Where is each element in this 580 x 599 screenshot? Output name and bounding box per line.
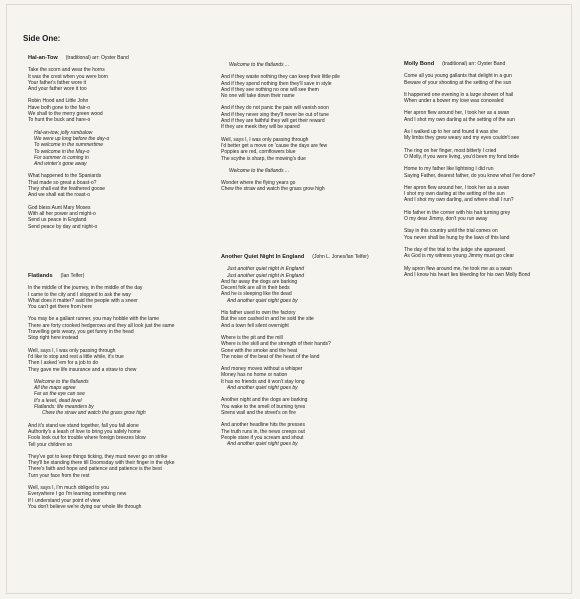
column-left [28, 55, 206, 236]
lyric-line: I shot my own darling at the setting of the sun [404, 191, 505, 198]
lyric-line: And he is sleeping like the dead [221, 291, 292, 298]
lyric-line: Stop right here instead [28, 335, 79, 342]
song-credit: (John L. Jones/Ian Telfer) [312, 254, 369, 260]
lyric-line: Poppies are red, cornflowers blue [221, 149, 296, 156]
lyric-line: No one will take down their name [221, 93, 295, 100]
lyric-line: They'll be standing there till Doomsday with their finger in the dyke [28, 460, 175, 467]
lyric-line: Fools look out for trouble where foreign breezes blow [28, 435, 146, 442]
lyric-line: Just another quiet night in England [227, 272, 304, 279]
lyric-line: And a town fell silent overnight [221, 322, 289, 329]
lyric-line: His father used to own the factory [221, 310, 296, 317]
lyric-line: What happened to the Spaniards [28, 173, 102, 180]
lyric-line: Flatlands: life meanders by [34, 404, 94, 411]
lyric-line: My apron flew around me, he took me as a swan [404, 265, 512, 272]
lyric-line: My limbs they grew weary and my eyes couldn't see [404, 135, 520, 142]
lyric-line: Another night and the dogs are barking [221, 397, 308, 404]
song-title-hal-an-tow: Hal-an-Tow [28, 55, 58, 61]
chorus-reference [221, 62, 399, 68]
lyric-line: And if they do not panic the pain will vanish soon [221, 105, 329, 112]
lyric-line: And far away the dogs are barking [221, 278, 298, 285]
stanza [404, 247, 570, 260]
lyric-line: It happened one evening in a large shower of hail [404, 91, 514, 98]
column-middle [221, 62, 399, 199]
lyric-line: They gave me life insurance and a straw to chew [28, 366, 137, 373]
lyric-line: O my dear Jimmy, don't you run away [404, 216, 488, 223]
lyric-line: Send peace by day and night-o [28, 223, 98, 230]
stanza [221, 310, 399, 329]
lyric-line: Welcome to the flatlands ... [229, 167, 290, 174]
lyric-line: As I walked up to her and found it was she [404, 129, 498, 136]
column-left-lower [28, 273, 206, 516]
lyric-line: You may be a gallant runner, you may hobble with the lame [28, 316, 160, 323]
lyric-line: And money moves without a whisper [221, 366, 303, 373]
column-right [404, 61, 570, 284]
lyric-line: And another quiet night goes by [227, 441, 298, 448]
lyric-line: It has no friends and it won't stay long [221, 378, 305, 385]
lyric-line: And if they see nothing no one will see them [221, 86, 319, 93]
column-middle-lower [221, 254, 399, 453]
stanza [221, 266, 399, 304]
stanza [28, 485, 206, 510]
lyric-line: His father in the corner with his hair turning grey [404, 209, 511, 216]
lyric-line: Send us peace in England [28, 217, 87, 224]
stanza [28, 454, 206, 479]
lyric-line: We shall to the merry green wood [28, 111, 103, 118]
lyric-line: Gone with the smoke and the heat [221, 347, 298, 354]
lyric-line: All the maps agree [34, 385, 76, 392]
lyric-line: I came to the city and I stopped to ask the way [28, 291, 131, 298]
lyric-line: And I shot my own darling, and where shall I run? [404, 197, 514, 204]
lyric-line: I'd better get a move on 'cause the days are few [221, 142, 328, 149]
stanza [221, 137, 399, 162]
lyric-line: Welcome to the flatlands [34, 378, 89, 385]
stanza [404, 185, 570, 204]
lyric-line: It was the crest when you were born [28, 73, 109, 80]
lyric-line: They've got to keep things ticking, they must never go on strike [28, 453, 168, 460]
lyric-line: And if they spend nothing then they'll save in style [221, 80, 332, 87]
stanza [28, 423, 206, 448]
stanza [28, 348, 206, 373]
lyric-line: Sirens wail and the street's on fire [221, 409, 296, 416]
lyric-line: What does it matter? said the people with a sneer [28, 297, 138, 304]
lyric-line: Far as the eye can see [34, 391, 85, 398]
song-title-flatlands: Flatlands [28, 273, 53, 279]
lyric-line: And another headline hits the presses [221, 422, 305, 429]
stanza [221, 366, 399, 391]
stanza [404, 148, 570, 161]
lyric-line: Decent folk are all in their beds [221, 285, 290, 292]
lyric-line: It's a level, dead level [34, 397, 82, 404]
lyric-line: You can't get there from here [28, 304, 93, 311]
lyric-line: Come all you young gallants that delight in a gun [404, 73, 512, 80]
song-title-line [404, 61, 570, 67]
lyric-line: O Molly, if you were living, you'd been my fond bride [404, 153, 520, 160]
song-credit: (Ian Telfer) [60, 273, 85, 279]
stanza [28, 98, 206, 123]
lyric-line: Home to my father like lightning I did run [404, 166, 494, 173]
chorus [28, 379, 206, 417]
lyric-line: The noise of the beat of the heart of the land [221, 353, 320, 360]
lyric-line: Saying Father, dearest father, do you know what I've done? [404, 172, 536, 179]
lyric-line: And if they are faithful they will get their reward [221, 118, 325, 125]
lyric-line: And if they never sing they'll never be out of tune [221, 111, 329, 118]
lyric-line: Authority's a leash of love to bring you safely home [28, 428, 141, 435]
lyric-line: Stay in this country until the trial comes on [404, 228, 498, 235]
song-credit: (traditional) arr: Oyster Band [442, 61, 506, 67]
stanza [404, 73, 570, 86]
lyric-line: The truth runs in, the news creeps out [221, 428, 305, 435]
lyric-line: Everywhere I go I'm learning something new [28, 491, 127, 498]
lyric-line: And we shall eat the roast-o [28, 192, 90, 199]
lyric-line: Then I asked 'em for a job to do [28, 360, 99, 367]
lyric-line: You wake to the smell of burning tyres [221, 403, 306, 410]
lyric-line: And winter's gone away [34, 161, 87, 168]
lyric-line: The day of the trial to the judge she appeared [404, 246, 505, 253]
lyric-line: People stare if you scream and shout [221, 434, 304, 441]
lyric-line: With all her power and might-o [28, 210, 96, 217]
stanza [28, 67, 206, 92]
lyric-line: To welcome in the summertime [34, 142, 104, 149]
stanza [221, 105, 399, 130]
lyric-line: God bless Aunt Mary Moses [28, 204, 91, 211]
lyric-line: Welcome to the flatlands ... [229, 62, 290, 68]
lyric-line: Take the scorn and wear the horns [28, 67, 105, 74]
stanza [221, 74, 399, 99]
stanza [28, 316, 206, 341]
lyric-line: Wonder where the flying years go [221, 180, 296, 187]
stanza [404, 266, 570, 279]
song-title-line [28, 273, 206, 279]
stanza [28, 173, 206, 198]
lyric-line: Chew the straw and watch the grass grow high [42, 410, 146, 417]
lyric-line: They shall eat the feathered goose [28, 186, 105, 193]
lyric-line: Turn your face from the rest [28, 472, 90, 479]
lyric-line: Beware of your shooting at the setting of the sun [404, 79, 512, 86]
stanza [404, 166, 570, 179]
stanza [404, 110, 570, 123]
lyric-line: As God is my witness young Jimmy must go clear [404, 253, 515, 260]
lyric-line: And another quiet night goes by [227, 385, 298, 392]
song-title-line [221, 254, 399, 260]
lyric-line: You never shall be hung by the laws of this land [404, 234, 510, 241]
lyric-line: Tell your children so [28, 441, 73, 448]
song-title-another-quiet-night: Another Quiet Night In England [221, 254, 305, 260]
lyric-line: To hunt the buck and hare-o [28, 117, 91, 124]
stanza [404, 129, 570, 142]
stanza [221, 397, 399, 416]
lyric-line: Have both gone to the fair-o [28, 104, 90, 111]
lyric-line: Just another quiet night in England [227, 266, 304, 273]
stanza [221, 422, 399, 447]
lyric-line: If I understand your point of view [28, 497, 101, 504]
chorus [28, 130, 206, 168]
lyric-line: Money has no home or nation [221, 372, 288, 379]
lyric-line: Well, says I, I was only passing through [221, 136, 309, 143]
lyric-line: And if they waste nothing they can keep their little pile [221, 74, 340, 81]
chorus-reference [221, 168, 399, 174]
lyric-line: In the middle of the journey, in the middle of the day [28, 285, 143, 292]
lyric-line: When under a bower my love was concealed [404, 98, 504, 105]
lyric-line: And it's stand we stand together, fall you fall alone [28, 422, 139, 429]
lyric-line: But the son cashed in and he sold the site [221, 316, 314, 323]
lyric-line: That made so great a boast-o? [28, 179, 97, 186]
side-heading: Side One: [23, 34, 61, 43]
lyric-line: There are forty crooked hedgerows and they all look just the same [28, 322, 175, 329]
lyric-line: And I know his heart lies bleeding for his own Molly Bond [404, 271, 531, 278]
lyric-line: The ring on her finger, most bitterly I cried [404, 147, 497, 154]
lyric-line: To welcome in the May-o [34, 148, 90, 155]
lyric-line: Robin Hood and Little John [28, 98, 89, 105]
lyric-line: You don't believe we're dying our whole life through [28, 503, 142, 510]
stanza [404, 228, 570, 241]
lyric-line: Hal-an-tow, jolly rumbalow [34, 129, 93, 136]
lyric-line: I'd like to stop and rest a little while, it's true [28, 353, 124, 360]
lyric-line: And I shot my own darling at the setting of the sun [404, 116, 515, 123]
lyric-line: Well, says I, I'm much obliged to you [28, 485, 109, 492]
lyric-line: Well, says I, I was only passing through [28, 347, 116, 354]
stanza [221, 180, 399, 193]
lyric-line: Her apron flew around her, I took her as a swan [404, 110, 510, 117]
lyric-line: Chew the straw and watch the grass grow high [221, 186, 325, 193]
lyric-line: For summer is coming in [34, 154, 89, 161]
lyric-line: If they are meek they will be spared [221, 124, 300, 131]
lyric-line: The scythe is sharp, the mowing's due [221, 155, 306, 162]
lyric-line: Where is the skill and the strength of their hands? [221, 341, 331, 348]
song-credit: (traditional) arr: Oyster Band [65, 55, 129, 61]
lyric-line: We were up long before the day-o [34, 135, 110, 142]
lyric-line: There's faith and hope and patience and patience is the best [28, 466, 162, 473]
lyric-line: And another quiet night goes by [227, 297, 298, 304]
song-title-molly-bond: Molly Bond [404, 61, 435, 67]
stanza [404, 92, 570, 105]
lyric-line: Travelling gets weary, you get funny in the head [28, 329, 134, 336]
stanza [28, 205, 206, 230]
lyric-line: And your father wore it too [28, 86, 87, 93]
stanza [404, 210, 570, 223]
song-title-line [28, 55, 206, 61]
lyric-line: Her apron flew around her, I took her as a swan [404, 184, 510, 191]
stanza [221, 335, 399, 360]
lyric-line: Where is the pit and the mill [221, 334, 283, 341]
lyric-line: Your father's father wore it [28, 79, 87, 86]
stanza [28, 285, 206, 310]
